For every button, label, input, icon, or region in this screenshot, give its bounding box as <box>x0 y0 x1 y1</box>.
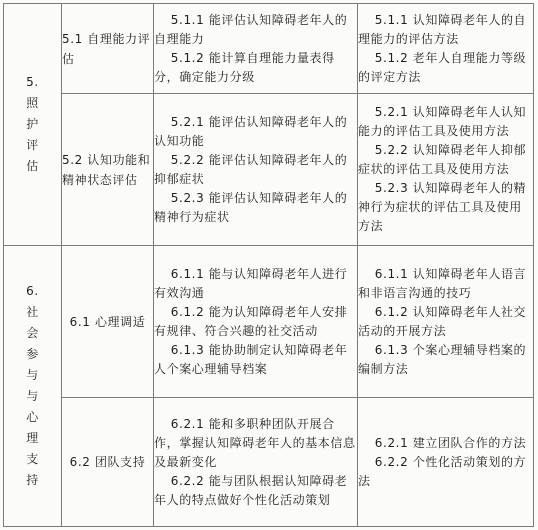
knowledge-item: 6.2.2 个性化活动策划的方法 <box>358 454 527 488</box>
skill-cell <box>154 4 358 94</box>
category-char: 护 <box>26 117 39 131</box>
knowledge-cell <box>358 4 534 94</box>
table-row <box>4 94 534 246</box>
competency-table <box>3 3 534 527</box>
category-char: 持 <box>26 473 39 487</box>
category-char: 支 <box>26 452 39 466</box>
skill-item: 5.1.1 能评估认知障碍老年人的自理能力 <box>154 12 348 46</box>
knowledge-cell <box>358 398 534 527</box>
category-char: 理 <box>26 431 39 445</box>
category-number: 5. <box>26 75 39 89</box>
category-cell-5 <box>4 4 62 246</box>
skill-item: 6.2.2 能与团队根据认知障碍老年人的特点做好个性化活动策划 <box>154 473 348 507</box>
category-char: 与 <box>26 368 39 382</box>
category-char: 心 <box>26 410 39 424</box>
knowledge-item: 5.2.2 认知障碍老年人抑郁症状的评估工具及使用方法 <box>358 143 527 176</box>
subcategory-label: 5.2 认知功能和精神状态评估 <box>62 152 151 187</box>
category-number: 6. <box>26 284 39 298</box>
knowledge-item: 5.2.3 认知障碍老年人的精神行为症状的评估工具及使用方法 <box>358 181 527 233</box>
knowledge-item: 6.2.1 建立团队合作的方法 <box>374 435 527 450</box>
subcategory-cell <box>62 398 154 527</box>
knowledge-item: 5.2.1 认知障碍老年人认知能力的评估工具及使用方法 <box>358 105 527 138</box>
skill-item: 5.2.1 能评估认知障碍老年人的认知功能 <box>154 114 348 148</box>
skill-item: 6.1.2 能为认知障碍老年人安排有规律、符合兴趣的社交活动 <box>154 304 348 338</box>
category-char: 会 <box>26 326 39 340</box>
skill-item: 6.2.1 能和多职种团队开展合作，掌握认知障碍老年人的基本信息及最新变化 <box>154 416 356 469</box>
knowledge-item: 6.1.1 认知障碍老年人语言和非语言沟通的技巧 <box>358 266 527 300</box>
category-char: 照 <box>26 96 39 110</box>
knowledge-item: 6.1.2 认知障碍老年人社交活动的开展方法 <box>358 304 527 338</box>
category-char: 与 <box>26 389 39 403</box>
category-char: 社 <box>26 305 39 319</box>
skill-item: 6.1.1 能与认知障碍老年人进行有效沟通 <box>154 266 348 300</box>
skill-item: 6.1.3 能协助制定认知障碍老年人个案心理辅导档案 <box>154 342 348 376</box>
table-row <box>4 246 534 398</box>
skill-cell <box>154 398 358 527</box>
subcategory-cell <box>62 94 154 246</box>
skill-item: 5.2.3 能评估认知障碍老年人的精神行为症状 <box>154 190 348 224</box>
table-row <box>4 4 534 94</box>
skill-cell <box>154 94 358 246</box>
subcategory-label: 6.1 心理调适 <box>69 314 146 329</box>
category-char: 参 <box>26 347 39 361</box>
category-char: 估 <box>26 159 39 173</box>
subcategory-label: 6.2 团队支持 <box>69 455 146 469</box>
knowledge-item: 5.1.1 认知障碍老年人的自理能力的评估方法 <box>358 12 527 46</box>
category-char: 评 <box>26 138 39 152</box>
knowledge-cell <box>358 246 534 398</box>
knowledge-item: 6.1.3 个案心理辅导档案的编制方法 <box>358 342 527 376</box>
subcategory-cell <box>62 246 154 398</box>
subcategory-label: 5.1 自理能力评估 <box>62 31 151 66</box>
skill-item: 5.2.2 能评估认知障碍老年人的抑郁症状 <box>154 152 348 186</box>
skill-item: 5.1.2 能计算自理能力量表得分，确定能力分级 <box>154 50 335 84</box>
subcategory-cell <box>62 4 154 94</box>
skill-cell <box>154 246 358 398</box>
category-cell-6 <box>4 246 62 527</box>
table-row <box>4 398 534 527</box>
knowledge-cell <box>358 94 534 246</box>
knowledge-item: 5.1.2 老年人自理能力等级的评定方法 <box>358 50 527 84</box>
